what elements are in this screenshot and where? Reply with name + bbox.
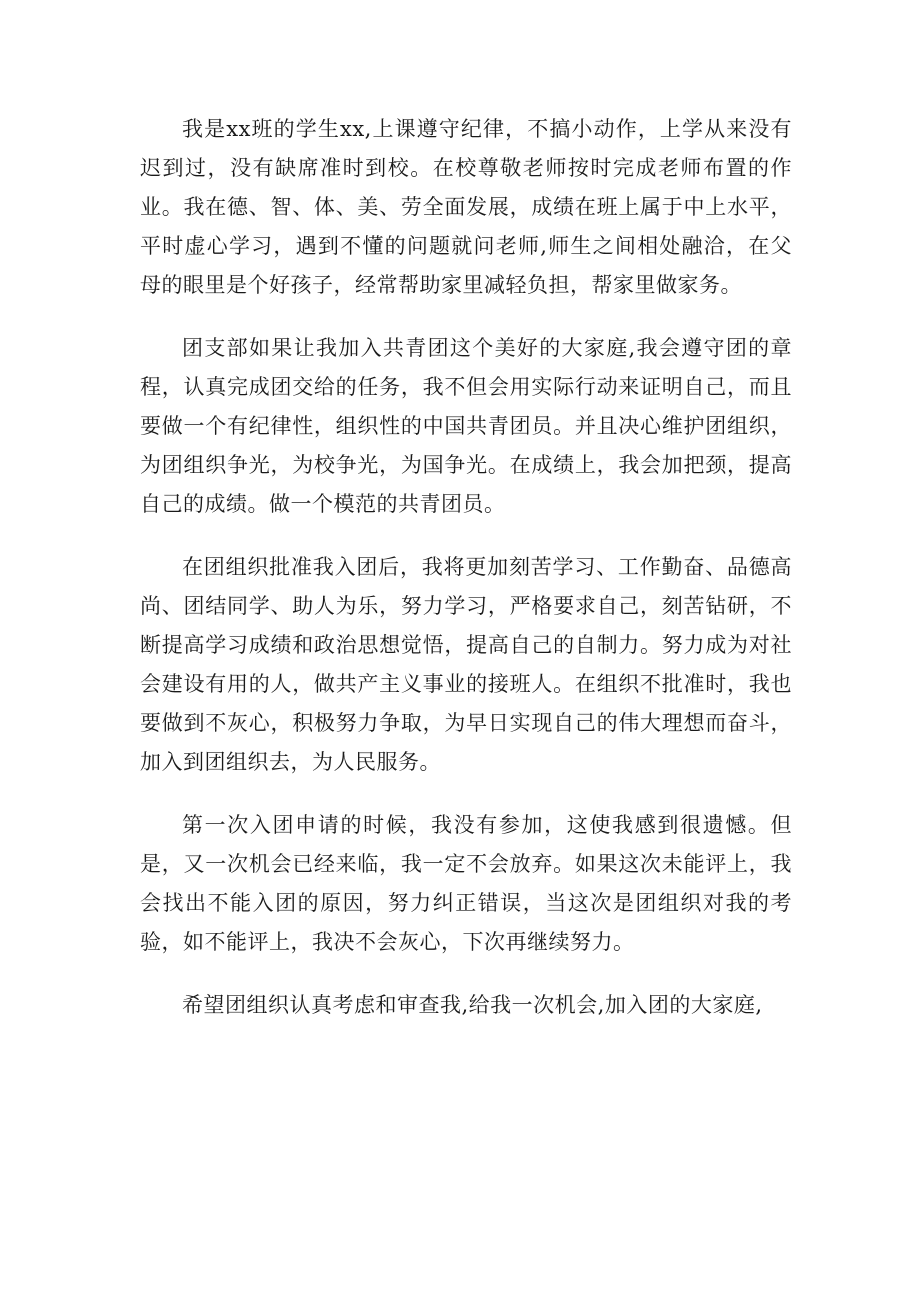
paragraph-hope: 希望团组织认真考虑和审查我,给我一次机会,加入团的大家庭, — [182, 993, 763, 1017]
paragraph-after-approval: 在团组织批准我入团后，我将更加刻苦学习、工作勤奋、品德高尚、团结同学、助人为乐，努力学习，严格要求自己，刻苦钻研，不断提高学习成绩和政治思想觉悟，提高自己的自制力。努力成为对社会建设有用的人，做共产主义事业的接班人。在组织不批准时，我也要做到不灰心，积极努力争取，为早日实现自己的伟大理想而奋斗，加入到团组织去，为人民服务。 — [140, 555, 792, 774]
paragraph-commitment: 团支部如果让我加入共青团这个美好的大家庭,我会遵守团的章程，认真完成团交给的任务，我不但会用实际行动来证明自己，而且要做一个有纪律性，组织性的中国共青团员。并且决心维护团组织，为团组织争光，为校争光，为国争光。在成绩上，我会加把颈，提高自己的成绩。做一个模范的共青团员。 — [140, 336, 792, 516]
paragraph-self-introduction: 我是xx班的学生xx,上课遵守纪律，不搞小动作，上学从来没有迟到过，没有缺席准时到校。在校尊敬老师按时完成老师布置的作业。我在德、智、体、美、劳全面发展，成绩在班上属于中上水平，平时虚心学习，遇到不懂的问题就问老师,师生之间相处融洽，在父母的眼里是个好孩子，经常帮助家里减轻负担，帮家里做家务。 — [140, 117, 792, 297]
document-body — [140, 110, 792, 1049]
paragraph-first-application: 第一次入团申请的时候，我没有参加，这使我感到很遗憾。但是，又一次机会已经来临，我一定不会放弃。如果这次未能评上，我会找出不能入团的原因，努力纠正错误，当这次是团组织对我的考验，如不能评上，我决不会灰心，下次再继续努力。 — [140, 813, 792, 954]
